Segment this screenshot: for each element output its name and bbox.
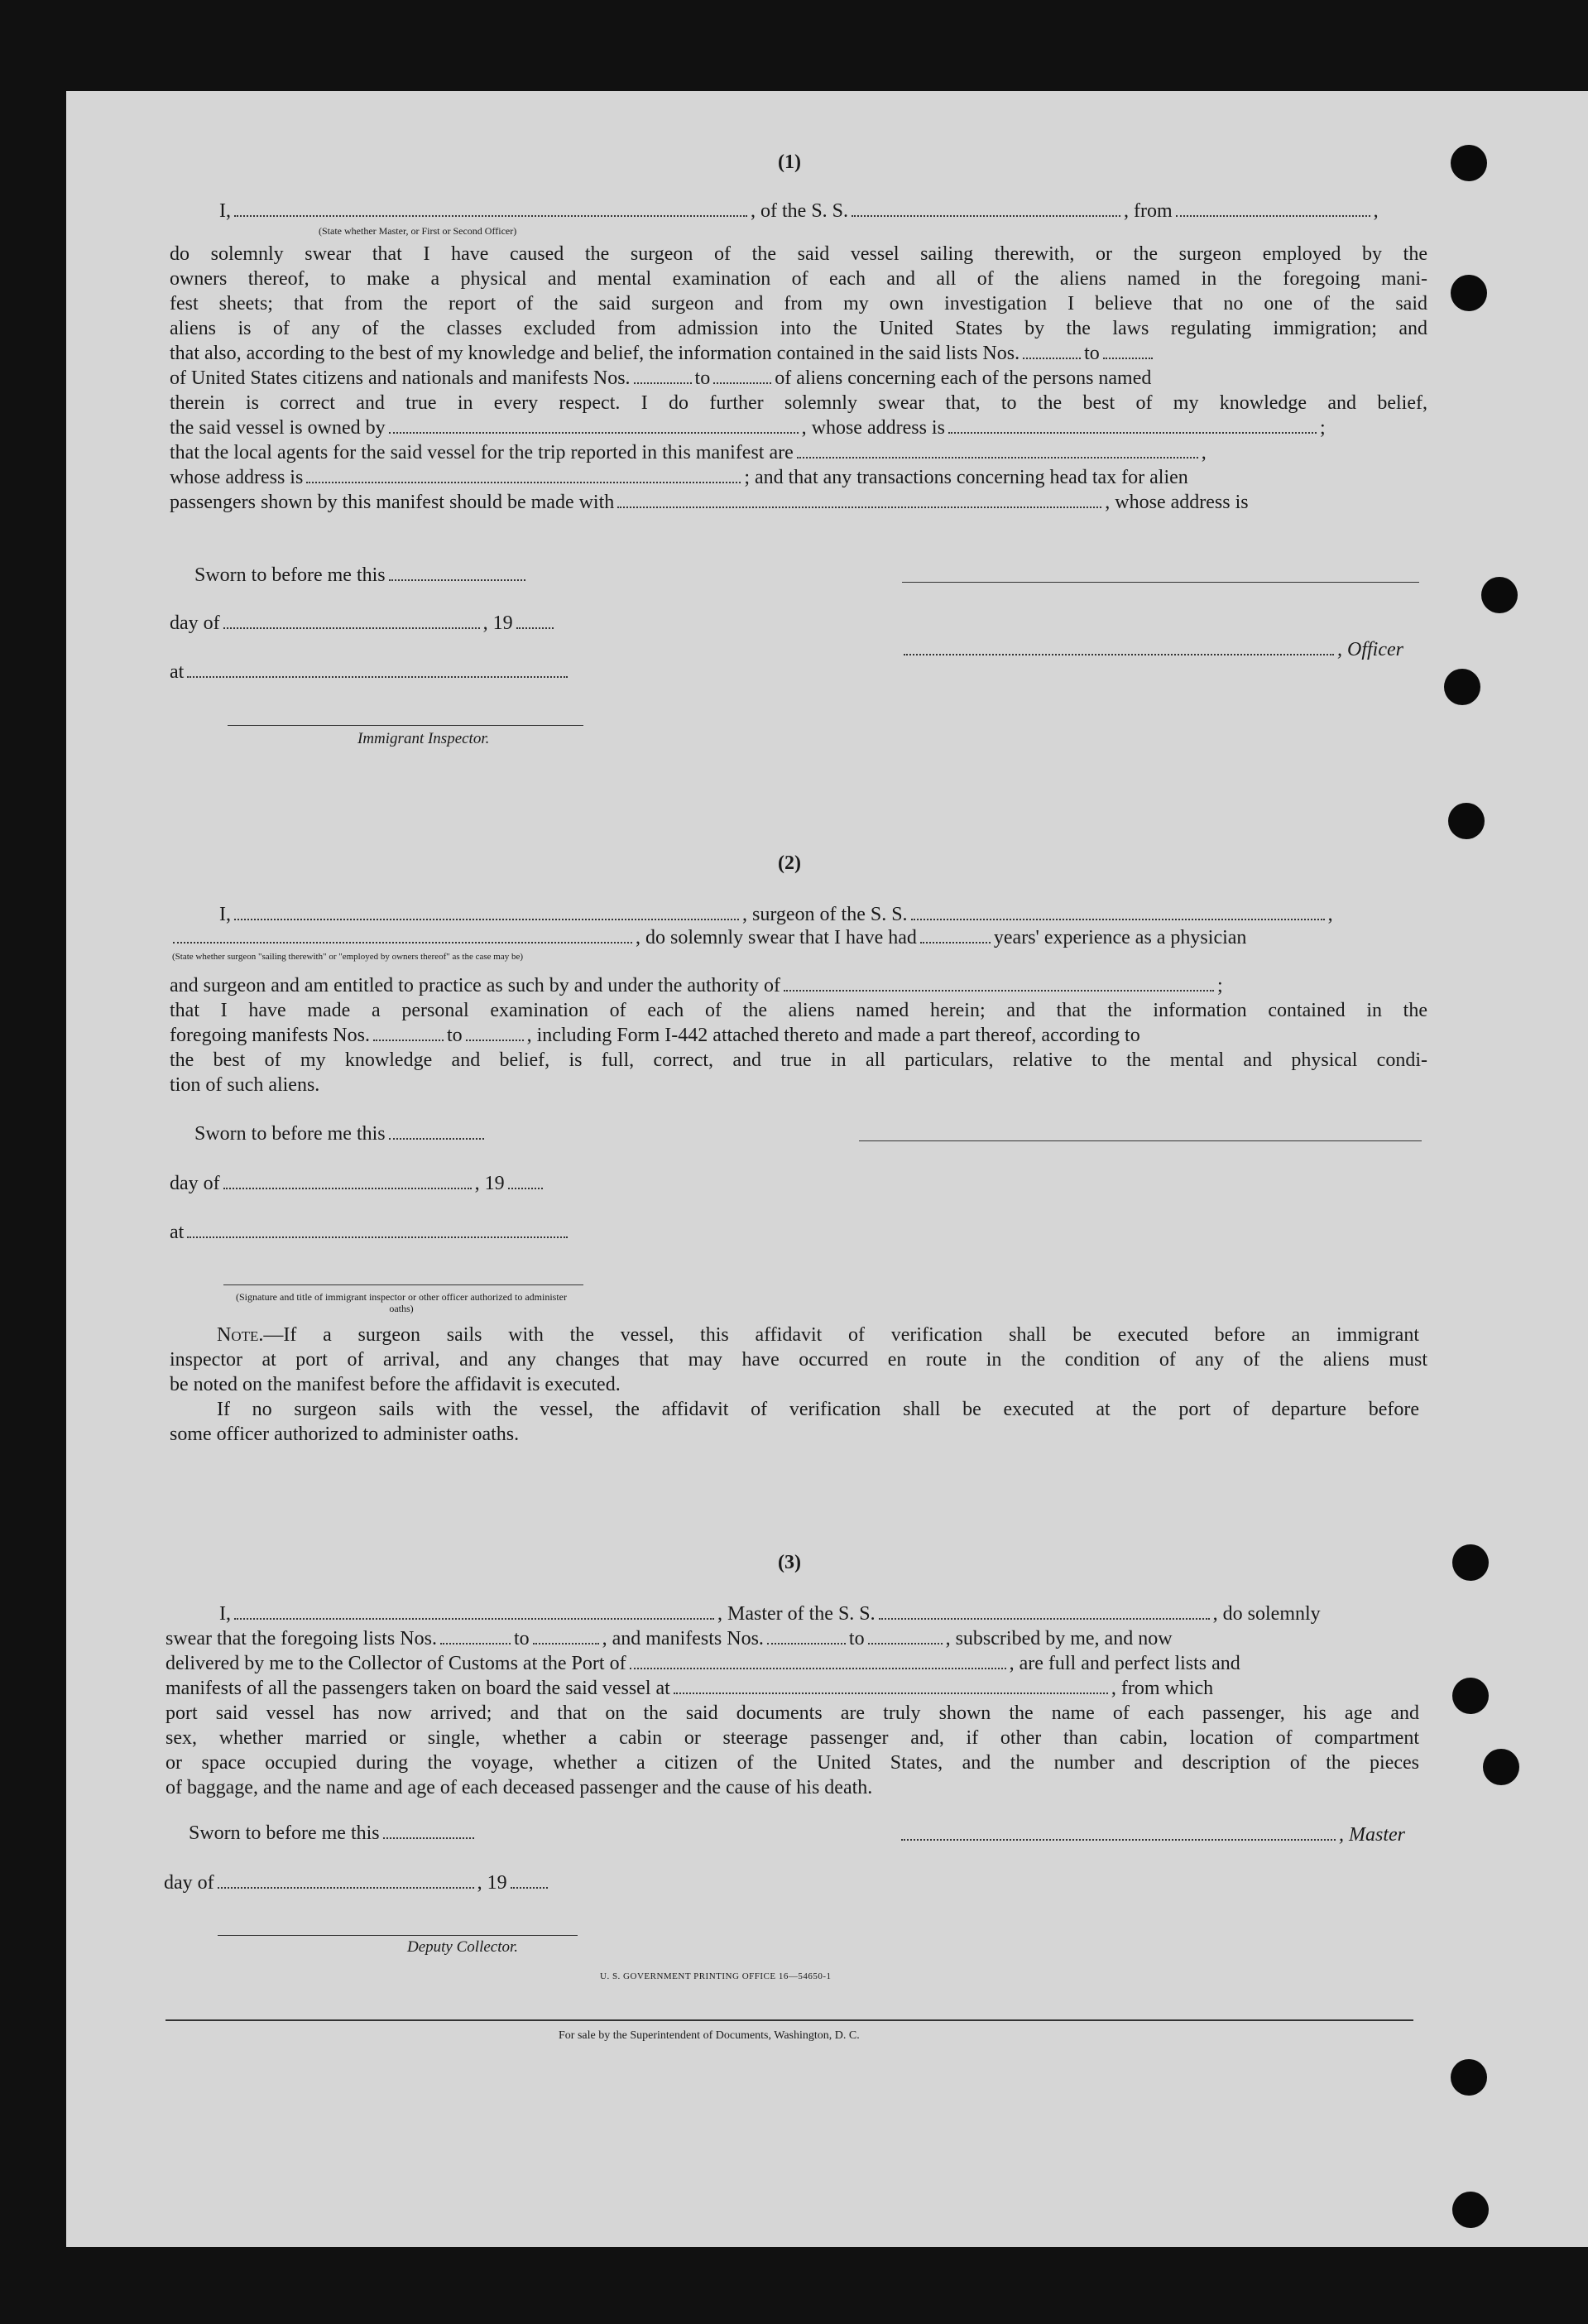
s3-line-7: or space occupied during the voyage, whether a citizen of the United States, and the number and description of the pieces bbox=[166, 1752, 1419, 1774]
gpo-imprint: U. S. GOVERNMENT PRINTING OFFICE 16—54650-1 bbox=[600, 1971, 832, 1981]
s1-day-of: day of , 19 bbox=[170, 611, 557, 636]
s3-line-3: delivered by me to the Collector of Customs at the Port of , are full and perfect lists and bbox=[166, 1653, 1240, 1674]
s2-day-of: day of , 19 bbox=[170, 1171, 546, 1196]
s2-line-3: and surgeon and am entitled to practice as such by and under the authority of ; bbox=[170, 975, 1223, 996]
s1-line-11: whose address is ; and that any transactions concerning head tax for alien bbox=[170, 467, 1188, 488]
s1-line-7: of United States citizens and nationals and manifests Nos. to of aliens concerning each of the persons named bbox=[170, 367, 1152, 389]
punch-hole bbox=[1451, 2059, 1487, 2096]
punch-hole bbox=[1451, 275, 1487, 311]
punch-hole bbox=[1452, 2192, 1489, 2228]
s2-line-5: foregoing manifests Nos. to , including Form I-442 attached thereto and made a part thereof, according to bbox=[170, 1025, 1140, 1046]
s3-day-of: day of , 19 bbox=[164, 1870, 551, 1895]
s2-sworn: Sworn to before me this bbox=[194, 1121, 487, 1146]
s1-sworn: Sworn to before me this bbox=[194, 563, 529, 588]
s2-note2-line-1: If no surgeon sails with the vessel, the affidavit of verification shall be executed at the port of departure before bbox=[217, 1399, 1419, 1420]
s1-line-4: fest sheets; that from the report of the said surgeon and from my own investigation I believe that no one of the said bbox=[170, 293, 1427, 315]
s3-line-6: sex, whether married or single, whether a cabin or steerage passenger and, if other than cabin, location of compartment bbox=[166, 1727, 1419, 1749]
s1-line-1: I, , of the S. S. , from , bbox=[219, 200, 1379, 222]
s2-at: at bbox=[170, 1220, 571, 1245]
s1-signature-line bbox=[902, 582, 1419, 583]
s1-master-caption: (State whether Master, or First or Second Officer) bbox=[319, 225, 517, 237]
punch-hole bbox=[1452, 1678, 1489, 1714]
s1-line-3: owners thereof, to make a physical and mental examination of each and all of the aliens named in the foregoing mani- bbox=[170, 268, 1427, 290]
s2-line-7: tion of such aliens. bbox=[170, 1074, 320, 1096]
s1-line-5: aliens is of any of the classes excluded from admission into the United States by the laws regulating immigration; and bbox=[170, 318, 1427, 339]
punch-hole bbox=[1444, 669, 1480, 705]
punch-hole bbox=[1483, 1749, 1519, 1785]
s2-note2-line-2: some officer authorized to administer oaths. bbox=[170, 1424, 520, 1445]
s3-line-4: manifests of all the passengers taken on board the said vessel at , from which bbox=[166, 1678, 1214, 1699]
s3-line-1: I, , Master of the S. S. , do solemnly bbox=[219, 1603, 1321, 1625]
section-1-heading: (1) bbox=[778, 151, 801, 173]
s3-line-2: swear that the foregoing lists Nos. to , and manifests Nos. to , subscribed by me, and now bbox=[166, 1628, 1173, 1649]
s3-collector-caption: Deputy Collector. bbox=[407, 1938, 519, 1956]
s2-signature-line bbox=[859, 1140, 1422, 1141]
s1-line-9: the said vessel is owned by , whose address is ; bbox=[170, 417, 1326, 439]
sale-notice: For sale by the Superintendent of Documents, Washington, D. C. bbox=[559, 2029, 860, 2042]
punch-hole bbox=[1448, 803, 1485, 839]
s1-line-2: do solemnly swear that I have caused the surgeon of the said vessel sailing therewith, or the surgeon employed by the bbox=[170, 243, 1427, 265]
s3-line-5: port said vessel has now arrived; and that on the said documents are truly shown the name of each passenger, his age and bbox=[166, 1702, 1419, 1724]
punch-hole bbox=[1452, 1544, 1489, 1581]
s2-line-2: , do solemnly swear that I have had years' experience as a physician bbox=[170, 925, 1246, 950]
s2-signature-caption: (Signature and title of immigrant inspector or other officer authorized to administer oaths) bbox=[236, 1291, 567, 1314]
s2-line-1: I, , surgeon of the S. S. , bbox=[219, 904, 1333, 925]
s3-line-8: of baggage, and the name and age of each deceased passenger and the cause of his death. bbox=[166, 1777, 873, 1798]
s2-surgeon-caption: (State whether surgeon "sailing therewith" or "employed by owners thereof" as the case may be) bbox=[172, 952, 524, 962]
s2-inspector-line bbox=[223, 1284, 583, 1285]
s1-officer: , Officer bbox=[900, 637, 1403, 662]
s3-sworn: Sworn to before me this bbox=[189, 1821, 477, 1846]
s3-master: , Master bbox=[898, 1822, 1405, 1847]
s1-line-12: passengers shown by this manifest should be made with , whose address is bbox=[170, 492, 1249, 513]
s2-note-line-1: Note.—If a surgeon sails with the vessel, this affidavit of verification shall be executed before an immigrant bbox=[217, 1324, 1419, 1346]
section-3-heading: (3) bbox=[778, 1552, 801, 1573]
s1-line-10: that the local agents for the said vessel for the trip reported in this manifest are , bbox=[170, 442, 1207, 463]
punch-hole bbox=[1481, 577, 1518, 613]
s1-inspector-caption: Immigrant Inspector. bbox=[357, 730, 490, 747]
s1-line-8: therein is correct and true in every respect. I do further solemnly swear that, to the best of my knowledge and belief, bbox=[170, 392, 1427, 414]
s2-note-line-3: be noted on the manifest before the affidavit is executed. bbox=[170, 1374, 621, 1395]
footer-rule bbox=[166, 2019, 1413, 2021]
s1-at: at bbox=[170, 660, 571, 684]
s3-collector-line bbox=[218, 1935, 578, 1936]
s1-inspector-line bbox=[228, 725, 583, 726]
s2-line-4: that I have made a personal examination of each of the aliens named herein; and that the information contained in the bbox=[170, 1000, 1427, 1021]
s2-line-6: the best of my knowledge and belief, is full, correct, and true in all particulars, relative to the mental and physical condi- bbox=[170, 1049, 1427, 1071]
punch-hole bbox=[1451, 145, 1487, 181]
section-2-heading: (2) bbox=[778, 852, 801, 874]
s2-note-line-2: inspector at port of arrival, and any changes that may have occurred en route in the condition of any of the aliens must bbox=[170, 1349, 1427, 1371]
s1-line-6: that also, according to the best of my knowledge and belief, the information contained in the said lists Nos. to bbox=[170, 341, 1156, 366]
